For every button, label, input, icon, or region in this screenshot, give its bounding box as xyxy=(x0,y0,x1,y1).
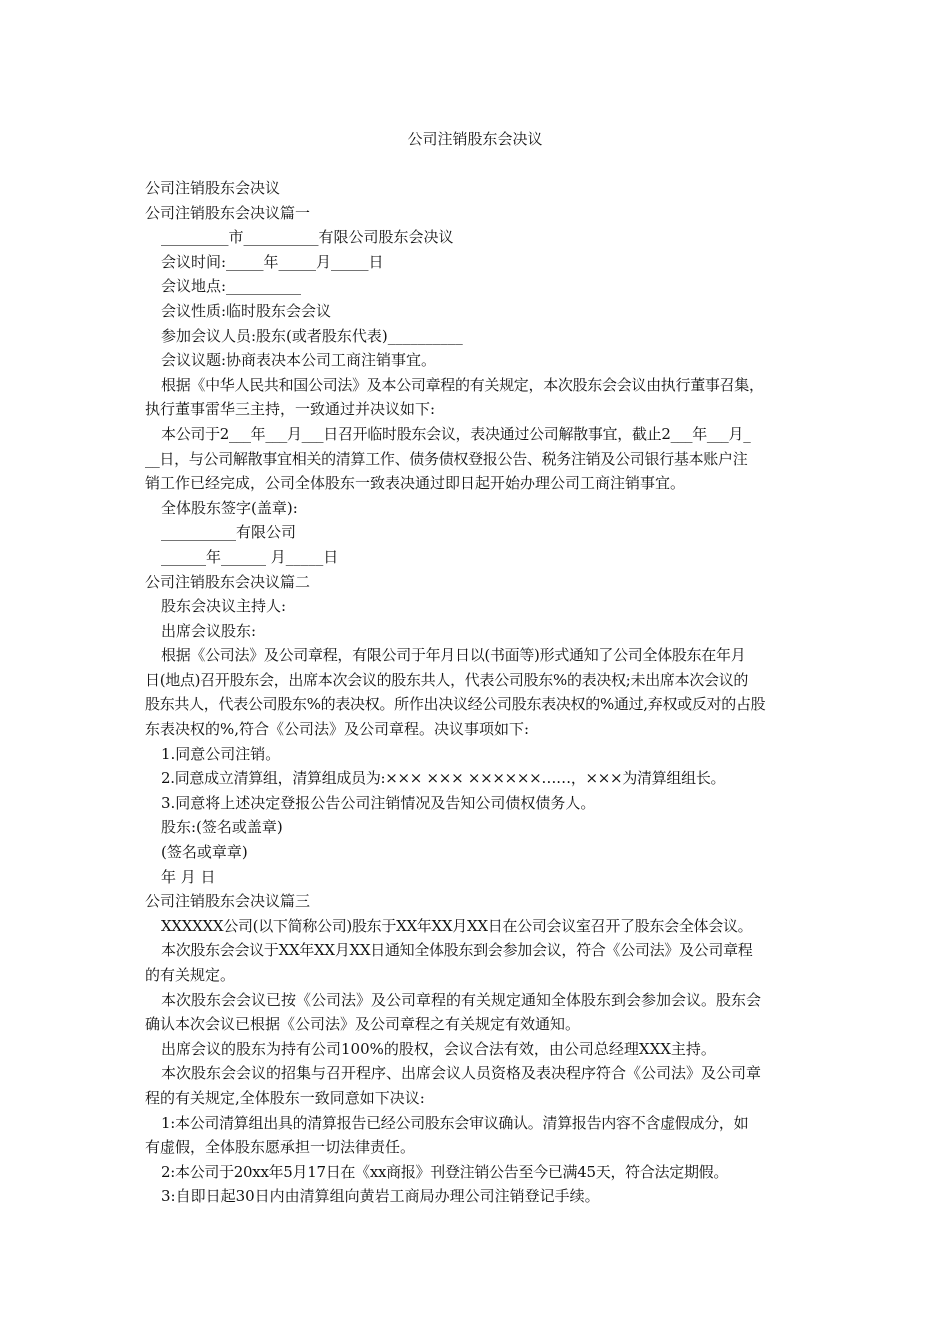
paragraph-line: 2.同意成立清算组，清算组成员为:××× ××× ××××××……，×××为清算组组长。 xyxy=(161,769,726,788)
paragraph-line: 会议地点:__________ xyxy=(161,277,302,296)
paragraph-line: 3:自即日起30日内由清算组向黄岩工商局办理公司注销登记手续。 xyxy=(161,1187,600,1206)
paragraph-line: 3.同意将上述决定登报公告公司注销情况及告知公司债权债务人。 xyxy=(161,793,596,812)
paragraph-line: (签名或章章) xyxy=(161,843,248,862)
paragraph-line: 公司注销股东会决议 xyxy=(145,179,281,197)
paragraph-line: 出席会议的股东为持有公司100%的股权，会议合法有效，由公司总经理XXX主持。 xyxy=(161,1039,716,1058)
paragraph-line: 根据《公司法》及公司章程，有限公司于年月日以(书面等)形式通知了公司全体股东在年月 xyxy=(161,646,746,665)
paragraph-line: XXXXXX公司(以下简称公司)股东于XX年XX月XX日在公司会议室召开了股东会全体会议。 xyxy=(161,916,753,935)
paragraph-line: _________市__________有限公司股东会决议 xyxy=(161,228,454,247)
paragraph-line: 确认本次会议已根据《公司法》及公司章程之有关规定有效通知。 xyxy=(145,1015,581,1034)
paragraph-line: 根据《中华人民共和国公司法》及本公司章程的有关规定，本次股东会会议由执行董事召集， xyxy=(161,375,764,394)
paragraph-line: 销工作已经完成，公司全体股东一致表决通过即日起开始办理公司工商注销事宜。 xyxy=(145,474,686,493)
paragraph-line: 公司注销股东会决议篇一 xyxy=(145,203,311,222)
paragraph-line: 日(地点)召开股东会，出席本次会议的股东共人，代表公司股东%的表决权;未出席本次会议的 xyxy=(145,670,749,689)
paragraph-line: 出席会议股东: xyxy=(161,621,257,640)
paragraph-line: 2:本公司于20xx年5月17日在《xx商报》刊登注销公告至今已满45天，符合法定期假。 xyxy=(161,1162,729,1181)
paragraph-line: 的有关规定。 xyxy=(145,966,236,984)
paragraph-line: 本次股东会会议的招集与召开程序、出席会议人员资格及表决程序符合《公司法》及公司章 xyxy=(161,1064,762,1083)
paragraph-line: 公司注销股东会决议篇二 xyxy=(145,572,311,591)
paragraph-line: 1.同意公司注销。 xyxy=(161,744,281,763)
paragraph-line: 股东会决议主持人: xyxy=(161,597,287,616)
paragraph-line: 参加会议人员:股东(或者股东代表)__________ xyxy=(161,326,463,345)
paragraph-line: 会议时间:_____年_____月_____日 xyxy=(161,252,384,271)
paragraph-line: 公司注销股东会决议篇三 xyxy=(145,892,311,911)
paragraph-line: 本次股东会会议于XX年XX月XX日通知全体股东到会参加会议，符合《公司法》及公司章程 xyxy=(161,941,753,960)
paragraph-line: 全体股东签字(盖章): xyxy=(161,498,298,517)
document-title: 公司注销股东会决议 xyxy=(407,130,543,148)
paragraph-line: 执行董事雷华三主持，一致通过并决议如下: xyxy=(145,400,436,419)
paragraph-line: 本次股东会会议已按《公司法》及公司章程的有关规定通知全体股东到会参加会议。股东会 xyxy=(161,990,762,1009)
paragraph-line: 股东共人，代表公司股东%的表决权。所作出决议经公司股东表决权的%通过,弃权或反对的占股 xyxy=(145,695,766,714)
paragraph-line: __日，与公司解散事宜相关的清算工作、债务债权登报公告、税务注销及公司银行基本账户注 xyxy=(145,449,748,468)
paragraph-line: 股东:(签名或盖章) xyxy=(161,818,283,837)
paragraph-line: 程的有关规定,全体股东一致同意如下决议: xyxy=(145,1088,425,1107)
paragraph-line: ______年______ 月_____日 xyxy=(161,547,339,566)
document-body xyxy=(145,176,825,1209)
paragraph-line: 年 月 日 xyxy=(161,867,216,886)
paragraph-line: 有虚假，全体股东愿承担一切法律责任。 xyxy=(145,1138,416,1157)
paragraph-line: 1:本公司清算组出具的清算报告已经公司股东会审议确认。清算报告内容不含虚假成分，如 xyxy=(161,1113,749,1132)
paragraph-line: 会议性质:临时股东会会议 xyxy=(161,301,332,320)
paragraph-line: 本公司于2___年___月___日召开临时股东会议，表决通过公司解散事宜，截止2___年___月_ xyxy=(161,424,751,443)
paragraph-line: 会议议题:协商表决本公司工商注销事宜。 xyxy=(161,351,437,370)
paragraph-line: __________有限公司 xyxy=(161,523,297,542)
paragraph-line: 东表决权的%,符合《公司法》及公司章程。决议事项如下: xyxy=(145,720,530,739)
